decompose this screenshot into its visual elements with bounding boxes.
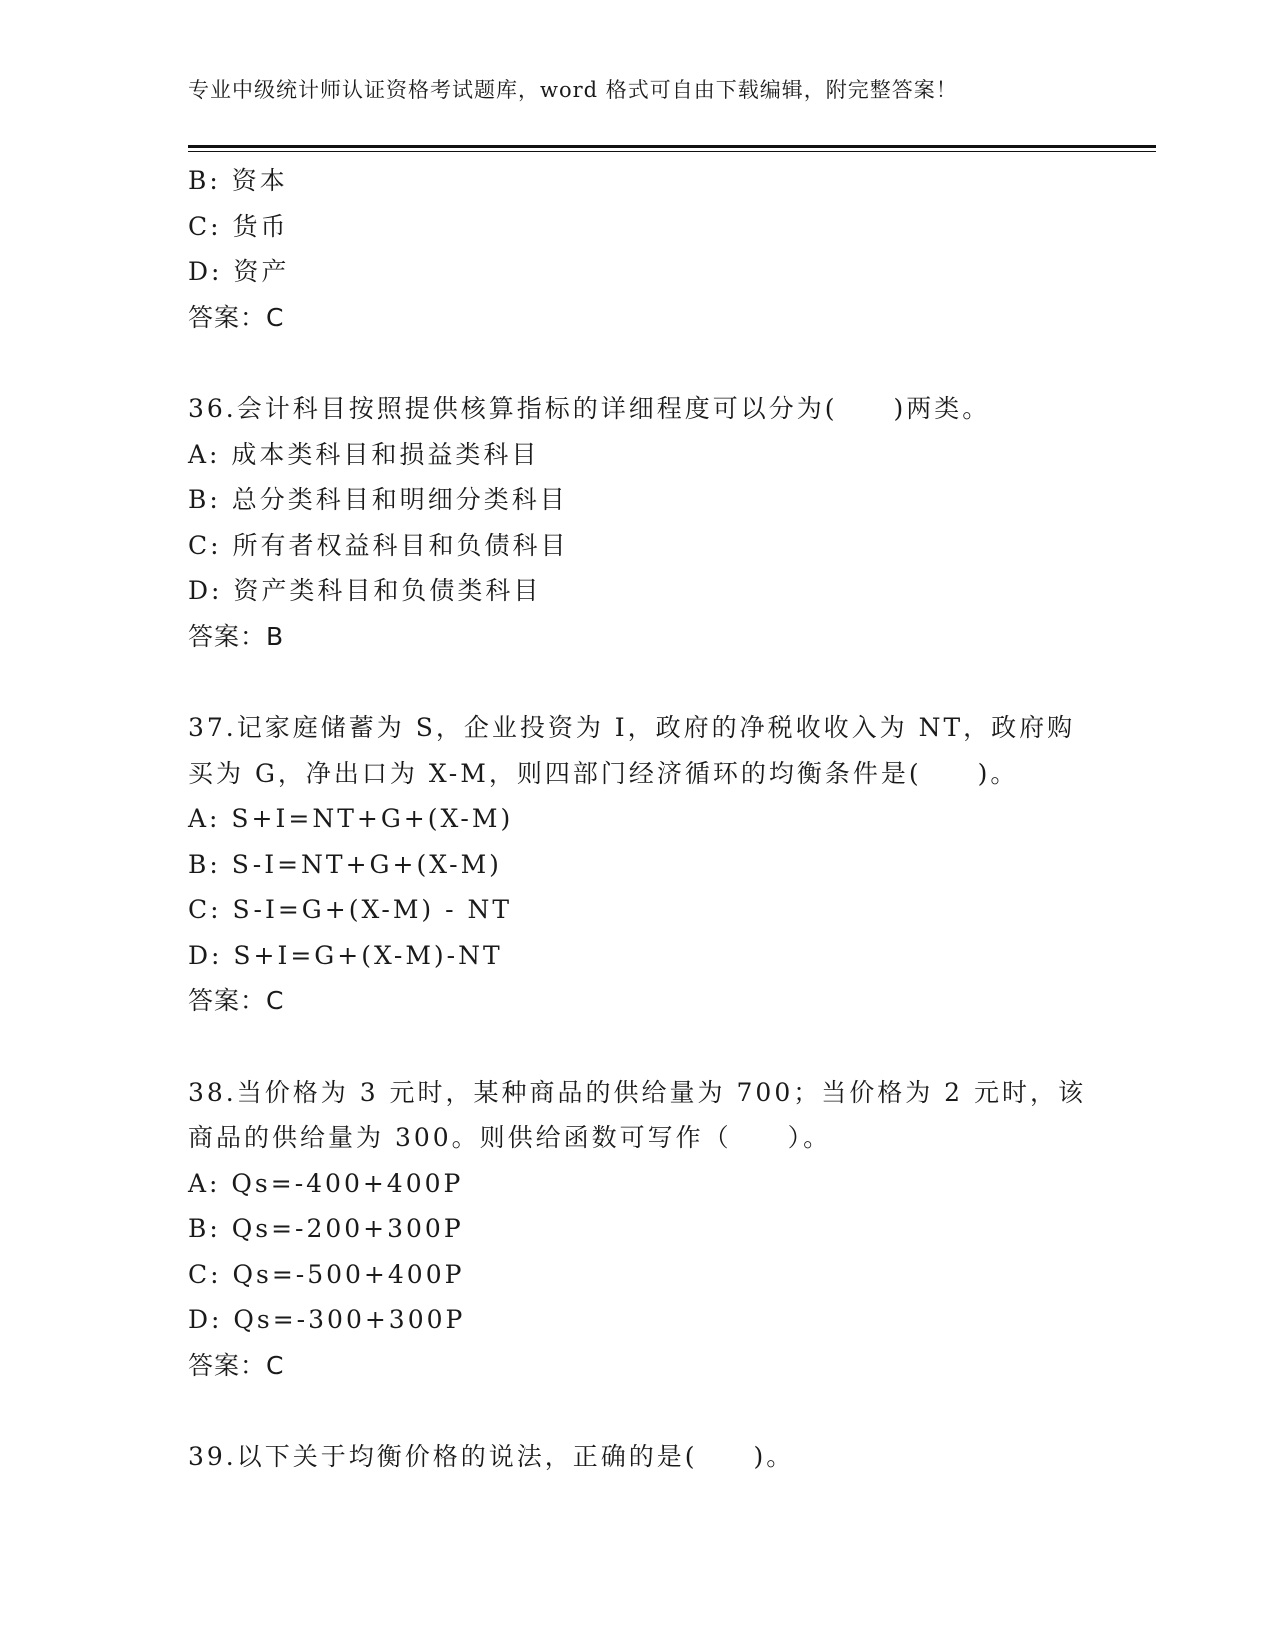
option-line: C: Qs=-500+400P [188, 1259, 465, 1289]
answer-line: 答案：C [188, 1350, 285, 1380]
question-stem: 38.当价格为 3 元时，某种商品的供给量为 700；当价格为 2 元时，该 [188, 1077, 1087, 1107]
question-stem: 商品的供给量为 300。则供给函数可写作（ ）。 [188, 1123, 832, 1152]
question-stem: 37.记家庭储蓄为 S，企业投资为 I，政府的净税收收入为 NT，政府购 [188, 713, 1076, 742]
option-line: C: 货币 [188, 211, 289, 241]
spacer [188, 1024, 1088, 1070]
question-block-38 [188, 1070, 1088, 1389]
question-block-36 [188, 386, 1088, 659]
answer-line: 答案：C [188, 302, 285, 332]
header-rule-thick [188, 145, 1156, 148]
question-block-37 [188, 705, 1088, 1024]
option-line: D: 资产类科目和负债类科目 [188, 576, 542, 605]
answer-line: 答案：B [188, 621, 285, 651]
page-header: 专业中级统计师认证资格考试题库，word 格式可自由下载编辑，附完整答案！ [188, 78, 958, 102]
question-content [188, 158, 1088, 1480]
spacer [188, 659, 1088, 705]
option-line: D: Qs=-300+300P [188, 1305, 466, 1334]
option-line: A: 成本类科目和损益类科目 [188, 439, 540, 469]
question-block-39 [188, 1434, 1088, 1480]
answer-line: 答案：C [188, 986, 285, 1015]
option-line: A: S+I=NT+G+(X-M) [188, 804, 514, 833]
option-line: B: S-I=NT+G+(X-M) [188, 849, 502, 879]
spacer [188, 1388, 1088, 1434]
option-line: A: Qs=-400+400P [188, 1168, 464, 1198]
option-line: C: 所有者权益科目和负债科目 [188, 530, 569, 560]
option-line: B: Qs=-200+300P [188, 1214, 464, 1243]
question-stem: 36.会计科目按照提供核算指标的详细程度可以分为( )两类。 [188, 394, 991, 423]
option-line: C: S-I=G+(X-M) - NT [188, 895, 513, 924]
header-rule-thin [188, 151, 1156, 152]
spacer [188, 340, 1088, 386]
option-line: D: 资产 [188, 257, 290, 286]
option-line: B: 总分类科目和明细分类科目 [188, 485, 568, 514]
option-line: B: 资本 [188, 166, 288, 195]
question-block-35 [188, 158, 1088, 340]
question-stem: 买为 G，净出口为 X-M，则四部门经济循环的均衡条件是( )。 [188, 758, 1019, 788]
option-line: D: S+I=G+(X-M)-NT [188, 940, 503, 970]
question-stem: 39.以下关于均衡价格的说法，正确的是( )。 [188, 1442, 795, 1471]
